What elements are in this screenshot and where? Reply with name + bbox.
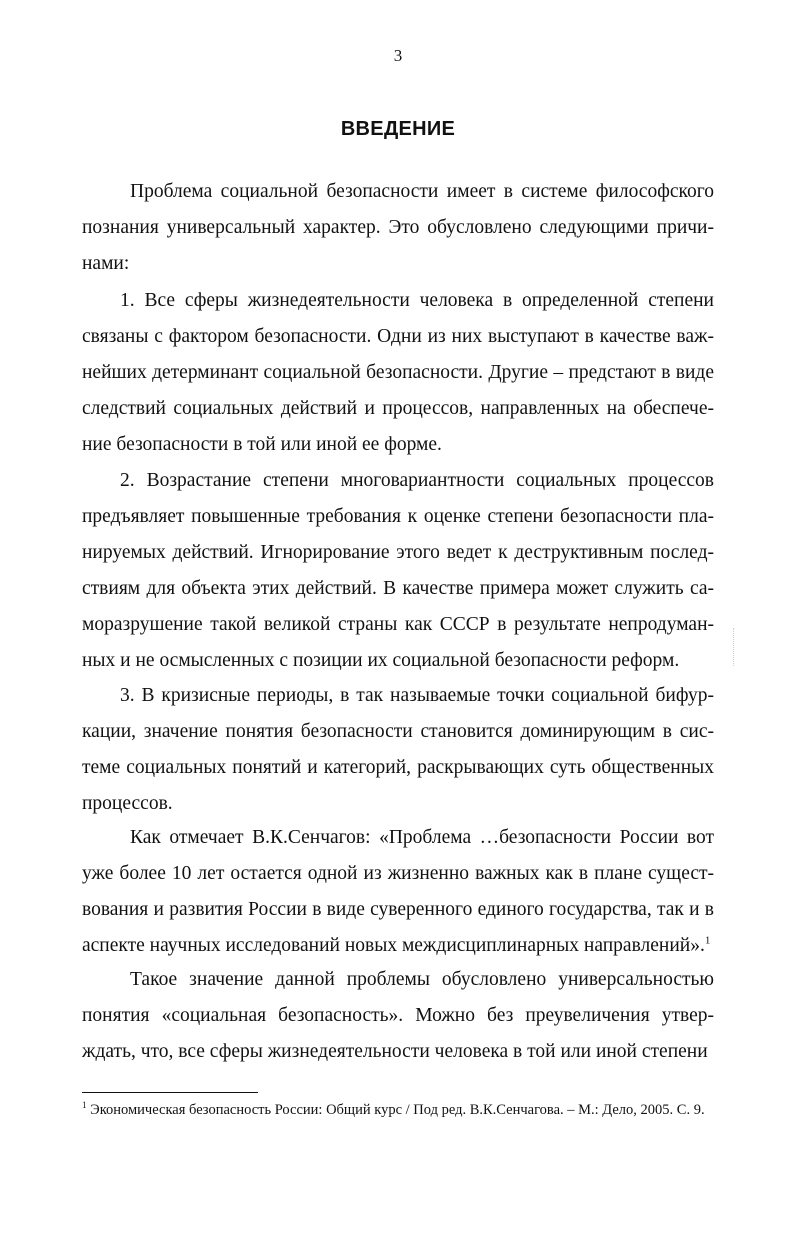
list-item-1: 1. Все сферы жизнедеятельности человека в определенной степени связаны с фактором безопасности. Одни из них выступают в качестве важ-нейших детерминант социальной безопасности. Другие – предстают в виде следствий социальных действий и процессов, направленных на обеспече-ние безопасности в той или иной ее форме. <box>82 290 714 455</box>
closing-paragraph: Такое значение данной проблемы обусловлено универсальностью понятия «социальная безопасность». Можно без преувеличения утвер-ждать, что, все сферы жизнедеятельности человека в той или иной степени <box>82 969 714 1062</box>
footnote <box>82 1100 714 1120</box>
footnote-marker: 1 <box>82 1100 87 1111</box>
footnote-text: Экономическая безопасность России: Общий курс / Под ред. В.К.Сенчагова. – М.: Дело, 2005. С. 9. <box>86 1102 705 1118</box>
list-item-2: 2. Возрастание степени многовариантности социальных процессов предъявляет повышенные требования к оценке степени безопасности пла-нируемых действий. Игнорирование этого ведет к деструктивным послед-ствиям для объекта этих действий. В качестве примера может служить са-моразрушение такой великой страны как СССР в результате непродуман-ных и не осмысленных с позиции их социальной безопасности реформ. <box>82 470 714 671</box>
quote-text: Как отмечает В.К.Сенчагов: «Проблема …безопасности России вот уже более 10 лет остается одной из жизненно важных как в плане сущест-вования и развития России в виде суверенного единого государства, так и в аспекте научных исследований новых междисциплинарных направлений». <box>82 827 714 956</box>
intro-paragraph: Проблема социальной безопасности имеет в системе философского познания универсальный характер. Это обусловлено следующими причи-нами: <box>82 181 714 274</box>
scan-artifact <box>733 628 742 666</box>
list-item-3: 3. В кризисные периоды, в так называемые точки социальной бифур-кации, значение понятия безопасности становится доминирующим в сис-теме социальных понятий и категорий, раскрывающих суть общественных процессов. <box>82 685 714 814</box>
quote-paragraph <box>82 820 714 964</box>
footnote-divider <box>82 1092 258 1093</box>
page-title: ВВЕДЕНИЕ <box>340 118 456 140</box>
footnote-reference[interactable]: 1 <box>704 934 711 947</box>
page-number: 3 <box>393 46 403 65</box>
